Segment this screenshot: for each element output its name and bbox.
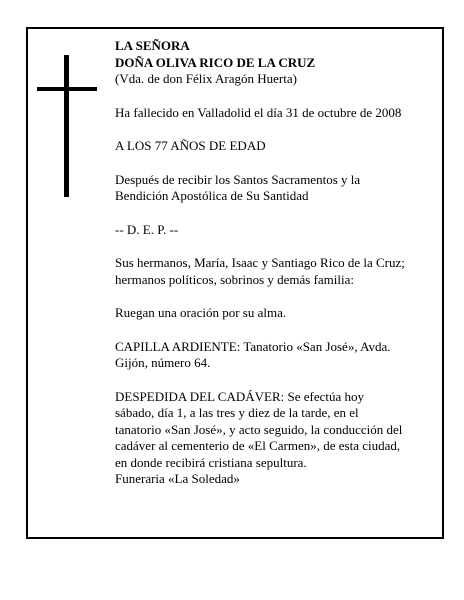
age-line: A LOS 77 AÑOS DE EDAD <box>115 138 266 153</box>
chapel-paragraph <box>115 339 437 372</box>
sacraments-line: Bendición Apostólica de Su Santidad <box>115 188 309 203</box>
prayer-request: Ruegan una oración por su alma. <box>115 305 287 320</box>
cross-vertical-bar <box>64 55 69 197</box>
farewell-line: sábado, día 1, a las tres y diez de la tarde, en el <box>115 405 359 420</box>
family-line: hermanos políticos, sobrinos y demás familia: <box>115 271 355 287</box>
farewell-line: en donde recibirá cristiana sepultura. <box>115 454 307 470</box>
title-line: LA SEÑORA <box>115 38 190 53</box>
family-paragraph <box>115 255 437 288</box>
family-line: Sus hermanos, María, Isaac y Santiago Rico de la Cruz; <box>115 255 405 270</box>
widow-line: (Vda. de don Félix Aragón Huerta) <box>115 71 297 86</box>
farewell-line: tanatorio «San José», y acto seguido, la conducción del <box>115 421 403 437</box>
farewell-paragraph <box>115 389 437 472</box>
cross-horizontal-bar <box>37 87 97 91</box>
chapel-line: CAPILLA ARDIENTE: Tanatorio «San José», Avda. <box>115 338 391 354</box>
farewell-line: DESPEDIDA DEL CADÁVER: Se efectúa hoy <box>115 388 365 404</box>
sacraments-paragraph <box>115 172 437 205</box>
obituary-text <box>115 38 437 488</box>
cross-icon <box>37 55 97 197</box>
death-notice: Ha fallecido en Valladolid el día 31 de octubre de 2008 <box>115 104 402 120</box>
farewell-line: cadáver al cementerio de «El Carmen», de esta ciudad, <box>115 438 401 453</box>
sacraments-line: Después de recibir los Santos Sacramentos y la <box>115 171 361 187</box>
funeral-home: Funeraria «La Soledad» <box>115 471 240 486</box>
deceased-name: DOÑA OLIVA RICO DE LA CRUZ <box>115 54 316 70</box>
chapel-line: Gijón, número 64. <box>115 355 211 370</box>
rip-line: -- D. E. P. -- <box>115 221 179 237</box>
